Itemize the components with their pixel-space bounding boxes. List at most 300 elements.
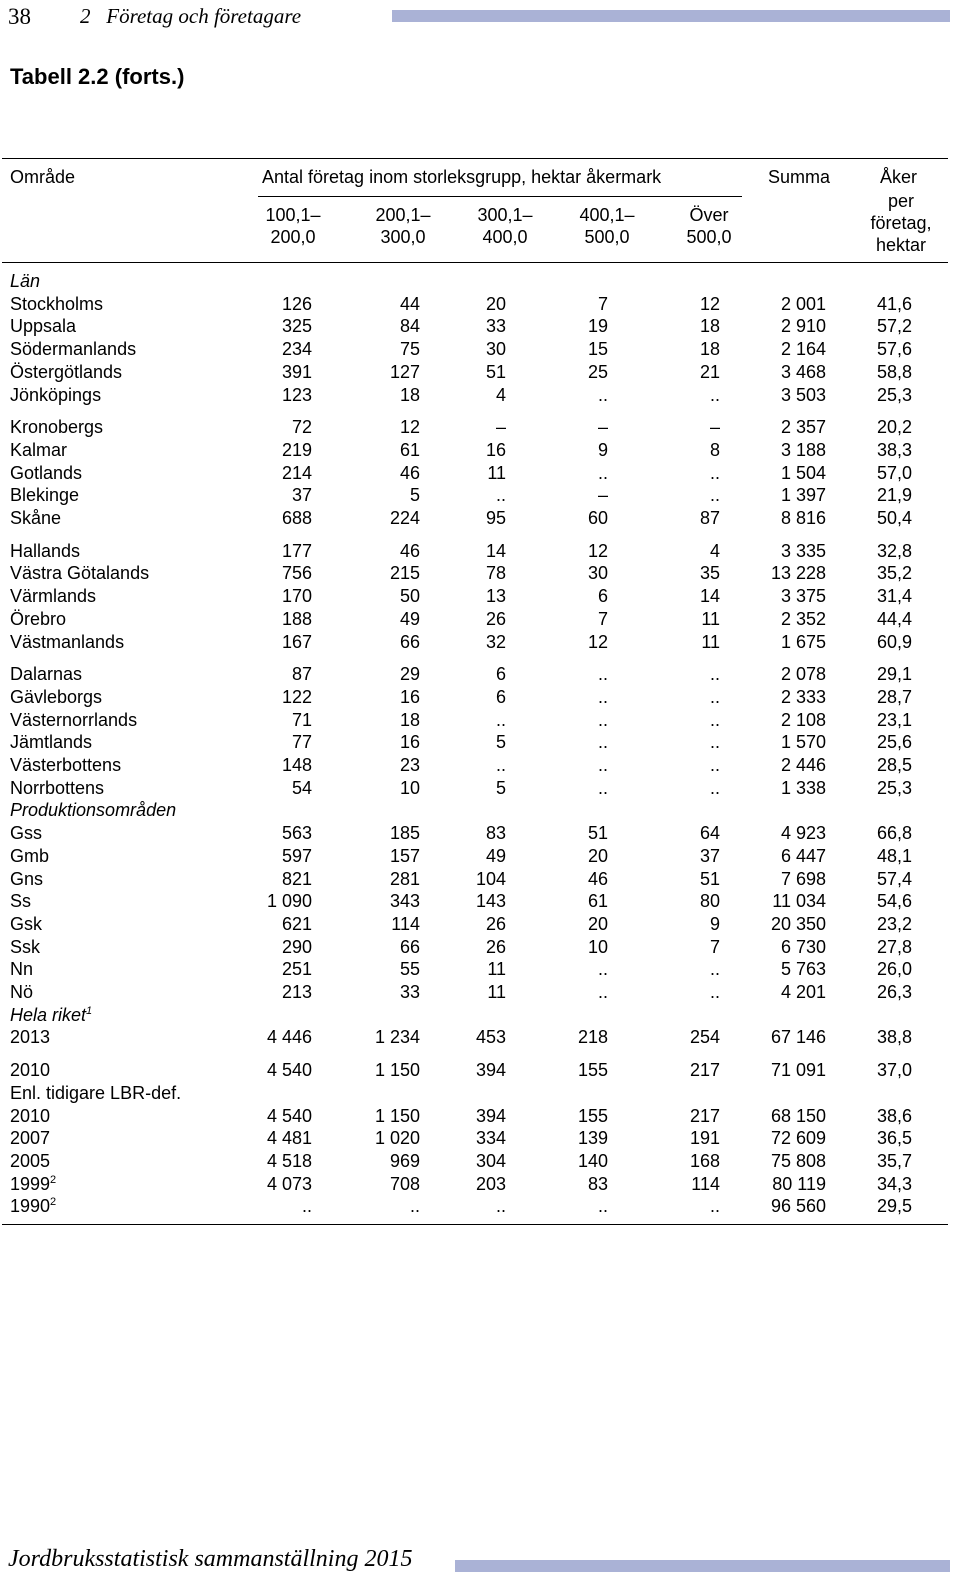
cell-col-1: 170 [281, 586, 312, 607]
row-label-text: Stockholms [10, 293, 104, 314]
table-row [0, 845, 950, 868]
cell-col-7: 27,8 [876, 936, 912, 957]
cell-col-6: 2 108 [780, 709, 826, 730]
cell-col-3: 143 [475, 891, 506, 912]
row-label-text: 2010 [10, 1060, 51, 1081]
table-row [0, 631, 950, 654]
cell-col-1: 251 [281, 959, 312, 980]
cell-col-4: .. [597, 777, 608, 798]
cell-col-5: 11 [701, 608, 720, 629]
cell-col-4: .. [597, 959, 608, 980]
cell-col-3: 11 [487, 959, 506, 980]
cell-col-2: 55 [399, 959, 420, 980]
row-label [10, 845, 49, 868]
cell-col-3: 394 [475, 1105, 506, 1126]
row-label [10, 361, 122, 384]
cell-col-7: 20,2 [876, 417, 912, 438]
cell-col-4: 7 [597, 608, 608, 629]
footnote-marker: 2 [50, 1173, 57, 1186]
cell-col-2: 44 [399, 293, 420, 314]
cell-col-5: 168 [689, 1150, 720, 1171]
section-title [10, 270, 40, 293]
cell-col-3: 32 [485, 631, 506, 652]
row-label-text: Skåne [10, 508, 62, 528]
table-row [0, 361, 950, 384]
cell-col-6: 5 763 [780, 959, 826, 980]
cell-col-5: 35 [699, 563, 720, 584]
cell-col-2: 127 [389, 361, 420, 382]
cell-col-3: 26 [485, 913, 506, 934]
cell-col-4: – [597, 485, 608, 506]
header-decorative-bar [392, 10, 950, 22]
cell-col-7: 23,1 [876, 709, 912, 730]
row-label-text: Västerbottens [10, 755, 122, 775]
row-label [10, 686, 102, 709]
cell-col-3: 11 [487, 982, 506, 1002]
section-title [10, 1004, 92, 1027]
cell-col-5: 254 [689, 1027, 720, 1048]
row-label [10, 1195, 56, 1218]
row-label [10, 293, 103, 316]
cell-col-7: 26,3 [876, 982, 912, 1002]
cell-col-7: 28,7 [876, 686, 912, 707]
table-row [0, 913, 950, 936]
cell-col-4: 12 [587, 540, 608, 561]
cell-col-7: 38,3 [876, 439, 912, 460]
cell-col-5: 37 [699, 845, 720, 866]
cell-col-4: 6 [597, 586, 608, 607]
cell-col-2: 16 [399, 732, 420, 753]
row-label [10, 754, 121, 777]
cell-col-3: .. [495, 709, 506, 730]
cell-col-6: 3 503 [780, 384, 826, 405]
cell-col-4: 7 [597, 293, 608, 314]
cell-col-6: 1 338 [780, 777, 826, 798]
cell-col-2: 185 [389, 823, 420, 844]
section-title-text: Hela riket [10, 1004, 87, 1025]
table-row [0, 1059, 950, 1082]
cell-col-7: 28,5 [876, 755, 912, 775]
cell-col-5: .. [709, 777, 720, 798]
cell-col-4: 25 [587, 361, 608, 382]
cell-col-5: 11 [701, 631, 720, 652]
row-label [10, 507, 61, 530]
col-header-area: Område [10, 167, 76, 187]
cell-col-5: .. [709, 462, 720, 483]
cell-col-2: 29 [399, 664, 420, 685]
cell-col-7: 41,6 [876, 293, 912, 314]
row-label-text: 2010 [10, 1105, 51, 1126]
cell-col-6: 71 091 [770, 1060, 826, 1081]
cell-col-7: 36,5 [876, 1128, 912, 1149]
cell-col-3: 26 [485, 608, 506, 629]
cell-col-7: 32,8 [876, 540, 912, 561]
col-header-aker-sub: per företag, hektar [870, 191, 932, 255]
cell-col-2: 18 [399, 384, 420, 405]
row-label-text: 2013 [10, 1027, 51, 1048]
table-row [0, 585, 950, 608]
cell-col-3: 4 [495, 384, 506, 405]
cell-col-1: 290 [281, 936, 312, 957]
cell-col-1: 563 [281, 823, 312, 844]
cell-col-2: 1 150 [374, 1105, 420, 1126]
cell-col-7: 60,9 [876, 631, 912, 652]
page-number: 38 [8, 4, 31, 29]
cell-col-5: 114 [691, 1173, 720, 1194]
cell-col-4: 9 [597, 439, 608, 460]
row-label [10, 1127, 50, 1150]
cell-col-5: 64 [699, 823, 720, 844]
cell-col-6: 3 188 [780, 439, 826, 460]
table-row [0, 890, 950, 913]
cell-col-1: 77 [291, 732, 312, 753]
header-bottom-rule [2, 262, 948, 263]
cell-col-2: 10 [399, 777, 420, 798]
table-row [0, 484, 950, 507]
row-label-text: Kronobergs [10, 417, 104, 438]
cell-col-7: 57,6 [876, 339, 912, 360]
row-label-text: Ssk [10, 936, 41, 957]
cell-col-1: 213 [281, 982, 312, 1002]
cell-col-1: 4 518 [266, 1150, 312, 1171]
cell-col-1: 214 [281, 462, 312, 483]
row-label [10, 1173, 56, 1196]
cell-col-2: 157 [389, 845, 420, 866]
group-header-rule [258, 196, 742, 197]
table-row [0, 462, 950, 485]
table-row [0, 507, 950, 530]
table-row [0, 540, 950, 563]
cell-col-3: 30 [485, 339, 506, 360]
cell-col-4: .. [597, 1196, 608, 1217]
cell-col-7: 29,5 [876, 1196, 912, 1217]
row-label [10, 709, 137, 732]
section-title [10, 799, 176, 822]
cell-col-2: 46 [399, 540, 420, 561]
cell-col-5: 4 [709, 540, 720, 561]
cell-col-1: 325 [281, 316, 312, 337]
cell-col-6: 75 808 [770, 1150, 826, 1171]
cell-col-5: 12 [699, 293, 720, 314]
cell-col-3: 16 [485, 439, 506, 460]
footer-publication: Jordbruksstatistisk sammanställning 2015 [8, 1546, 413, 1572]
table-row [0, 1026, 950, 1049]
row-label-text: Gotlands [10, 462, 83, 483]
cell-col-6: 2 164 [780, 339, 826, 360]
cell-col-5: .. [709, 709, 720, 730]
table-row [0, 663, 950, 686]
cell-col-6: 3 468 [780, 361, 826, 382]
cell-col-3: .. [495, 755, 506, 775]
row-label [10, 981, 33, 1004]
cell-col-6: 1 397 [780, 485, 826, 506]
col-header-size-2-line2: 300,0 [380, 227, 426, 247]
table-row [0, 822, 950, 845]
cell-col-4: – [597, 417, 608, 438]
cell-col-7: 21,9 [876, 485, 912, 506]
cell-col-7: 26,0 [876, 959, 912, 980]
cell-col-7: 37,0 [876, 1060, 912, 1081]
cell-col-1: 177 [281, 540, 312, 561]
cell-col-7: 35,2 [876, 563, 912, 584]
cell-col-2: 5 [409, 485, 420, 506]
row-label [10, 1105, 50, 1128]
cell-col-5: 7 [709, 936, 720, 957]
cell-col-2: 61 [399, 439, 420, 460]
cell-col-3: 11 [487, 462, 506, 483]
table-row [0, 1150, 950, 1173]
cell-col-2: 84 [399, 316, 420, 337]
cell-col-5: .. [709, 732, 720, 753]
cell-col-1: 234 [281, 339, 312, 360]
cell-col-4: 155 [577, 1060, 608, 1081]
cell-col-1: 821 [281, 868, 312, 889]
table-row [0, 384, 950, 407]
page-header [0, 0, 960, 40]
cell-col-7: 38,8 [876, 1027, 912, 1048]
cell-col-5: .. [709, 664, 720, 685]
col-header-size-4-line1: 400,1– [579, 205, 635, 225]
cell-col-7: 25,6 [876, 732, 912, 753]
row-label-text: Jämtlands [10, 732, 93, 753]
row-label-text: Nö [10, 982, 34, 1002]
cell-col-2: 969 [389, 1150, 420, 1171]
cell-col-3: 394 [475, 1060, 506, 1081]
cell-col-3: 334 [475, 1128, 506, 1149]
cell-col-7: 57,4 [876, 868, 912, 889]
cell-col-1: 148 [281, 755, 312, 775]
cell-col-4: .. [597, 664, 608, 685]
row-label-text: 2005 [10, 1150, 51, 1171]
cell-col-7: 38,6 [876, 1105, 912, 1126]
cell-col-5: 18 [699, 316, 720, 337]
cell-col-2: 215 [389, 563, 420, 584]
cell-col-5: 217 [689, 1105, 720, 1126]
cell-col-1: 621 [281, 913, 312, 934]
table-row [0, 315, 950, 338]
cell-col-1: 4 481 [266, 1128, 312, 1149]
cell-col-6: 6 447 [780, 845, 826, 866]
row-label-text: Gss [10, 823, 43, 844]
cell-col-2: 281 [389, 868, 420, 889]
cell-col-4: 15 [587, 339, 608, 360]
cell-col-6: 2 352 [780, 608, 826, 629]
cell-col-1: 4 540 [266, 1060, 312, 1081]
cell-col-3: 26 [485, 936, 506, 957]
cell-col-3: 95 [485, 508, 506, 528]
col-header-size-5-line2: 500,0 [686, 227, 732, 247]
row-label-text: 1999 [10, 1173, 51, 1194]
cell-col-6: 96 560 [770, 1196, 826, 1217]
table-row [0, 981, 950, 1004]
cell-col-1: 71 [291, 709, 312, 730]
col-header-size-1-line1: 100,1– [265, 205, 321, 225]
table-row [0, 1127, 950, 1150]
cell-col-6: 13 228 [770, 563, 826, 584]
cell-col-4: 20 [587, 845, 608, 866]
cell-col-7: 44,4 [876, 608, 912, 629]
cell-col-2: 49 [399, 608, 420, 629]
row-label-text: Västra Götalands [10, 563, 150, 584]
table-top-rule [2, 158, 948, 159]
cell-col-4: .. [597, 732, 608, 753]
col-header-sum: Summa [768, 167, 831, 187]
cell-col-6: 1 675 [780, 631, 826, 652]
cell-col-6: 2 910 [780, 316, 826, 337]
row-label [10, 936, 40, 959]
cell-col-5: .. [709, 686, 720, 707]
row-label [10, 540, 80, 563]
cell-col-1: 188 [281, 608, 312, 629]
table-row [0, 1195, 950, 1218]
row-label-text: Södermanlands [10, 339, 137, 360]
col-header-size-4-line2: 500,0 [584, 227, 630, 247]
cell-col-2: 46 [399, 462, 420, 483]
section-title-text: Produktionsområden [10, 800, 177, 821]
cell-col-4: 61 [587, 891, 608, 912]
table-row [0, 936, 950, 959]
row-label [10, 731, 92, 754]
cell-col-3: 5 [495, 777, 506, 798]
cell-col-3: 20 [485, 293, 506, 314]
cell-col-2: 33 [399, 982, 420, 1002]
row-label [10, 585, 96, 608]
cell-col-6: 2 001 [780, 293, 826, 314]
cell-col-4: .. [597, 462, 608, 483]
row-label [10, 384, 101, 407]
row-label [10, 868, 43, 891]
col-header-size-3 [470, 204, 540, 248]
table-row [0, 416, 950, 439]
cell-col-7: 57,0 [876, 462, 912, 483]
cell-col-5: 14 [699, 586, 720, 607]
row-label-text: Blekinge [10, 485, 80, 506]
table-row [0, 709, 950, 732]
row-label [10, 1026, 50, 1049]
table-row [0, 868, 950, 891]
cell-col-1: 1 090 [266, 891, 312, 912]
cell-col-6: 3 375 [780, 586, 826, 607]
col-header-size-2-line1: 200,1– [375, 205, 431, 225]
cell-col-1: 4 540 [266, 1105, 312, 1126]
cell-col-5: 217 [689, 1060, 720, 1081]
row-label-text: Gsk [10, 913, 43, 934]
cell-col-3: .. [495, 485, 506, 506]
row-label [10, 608, 66, 631]
cell-col-7: 29,1 [876, 664, 912, 685]
cell-col-3: 14 [485, 540, 506, 561]
cell-col-1: 123 [281, 384, 312, 405]
cell-col-1: 391 [281, 361, 312, 382]
cell-col-4: 46 [587, 868, 608, 889]
cell-col-1: 54 [291, 777, 312, 798]
cell-col-2: .. [409, 1196, 420, 1217]
cell-col-6: 1 570 [780, 732, 826, 753]
cell-col-6: 2 078 [780, 664, 826, 685]
table-row [0, 439, 950, 462]
row-label-text: Dalarnas [10, 664, 83, 685]
cell-col-5: .. [709, 959, 720, 980]
cell-col-4: .. [597, 686, 608, 707]
cell-col-7: 66,8 [876, 823, 912, 844]
row-label [10, 913, 42, 936]
cell-col-4: 218 [577, 1027, 608, 1048]
cell-col-2: 18 [399, 709, 420, 730]
cell-col-6: 4 923 [780, 823, 826, 844]
cell-col-3: – [495, 417, 506, 438]
cell-col-6: 2 357 [780, 417, 826, 438]
cell-col-2: 16 [399, 686, 420, 707]
cell-col-7: 48,1 [876, 845, 912, 866]
row-label-text: Enl. tidigare LBR-def. [10, 1082, 182, 1103]
row-label-text: Ss [10, 891, 32, 912]
cell-col-1: 87 [291, 664, 312, 685]
cell-col-1: 122 [281, 686, 312, 707]
table-row [0, 608, 950, 631]
table-row [0, 731, 950, 754]
footnote-marker: 1 [86, 1004, 93, 1017]
row-label [10, 1059, 50, 1082]
cell-col-2: 75 [399, 339, 420, 360]
cell-col-2: 50 [399, 586, 420, 607]
cell-col-1: 37 [291, 485, 312, 506]
cell-col-3: 33 [485, 316, 506, 337]
row-label-text: Västernorrlands [10, 709, 138, 730]
cell-col-6: 2 446 [780, 755, 826, 775]
cell-col-5: .. [709, 485, 720, 506]
cell-col-2: 66 [399, 631, 420, 652]
row-label [10, 822, 42, 845]
section-title-row [0, 1004, 950, 1027]
cell-col-3: 78 [485, 563, 506, 584]
cell-col-2: 1 234 [374, 1027, 420, 1048]
col-header-size-5-line1: Över [689, 205, 729, 225]
cell-col-1: 219 [281, 439, 312, 460]
section-title-text: Län [10, 271, 41, 291]
col-header-size-2 [368, 204, 438, 248]
section-title-row [0, 270, 950, 293]
cell-col-1: 126 [281, 293, 312, 314]
table-row [0, 958, 950, 981]
col-header-size-4 [572, 204, 642, 248]
cell-col-3: 453 [475, 1027, 506, 1048]
cell-col-3: 49 [485, 845, 506, 866]
cell-col-3: 203 [475, 1173, 506, 1194]
cell-col-5: 80 [699, 891, 720, 912]
row-label-text: Nn [10, 959, 34, 980]
cell-col-5: .. [709, 755, 720, 775]
cell-col-5: 87 [699, 508, 720, 528]
row-label [10, 663, 82, 686]
row-label [10, 1150, 50, 1173]
cell-col-4: 83 [587, 1173, 608, 1194]
cell-col-4: 60 [587, 508, 608, 528]
cell-col-4: .. [597, 755, 608, 775]
cell-col-2: 1 020 [374, 1128, 420, 1149]
row-label [10, 338, 136, 361]
col-header-size-1 [258, 204, 328, 248]
cell-col-6: 3 335 [780, 540, 826, 561]
col-header-size-5 [674, 204, 744, 248]
cell-col-4: .. [597, 709, 608, 730]
row-label-text: Gmb [10, 845, 50, 866]
table-row [0, 1105, 950, 1128]
cell-col-5: 51 [699, 868, 720, 889]
cell-col-4: 10 [587, 936, 608, 957]
cell-col-2: 12 [399, 417, 420, 438]
cell-col-6: 2 333 [780, 686, 826, 707]
cell-col-5: .. [709, 982, 720, 1002]
